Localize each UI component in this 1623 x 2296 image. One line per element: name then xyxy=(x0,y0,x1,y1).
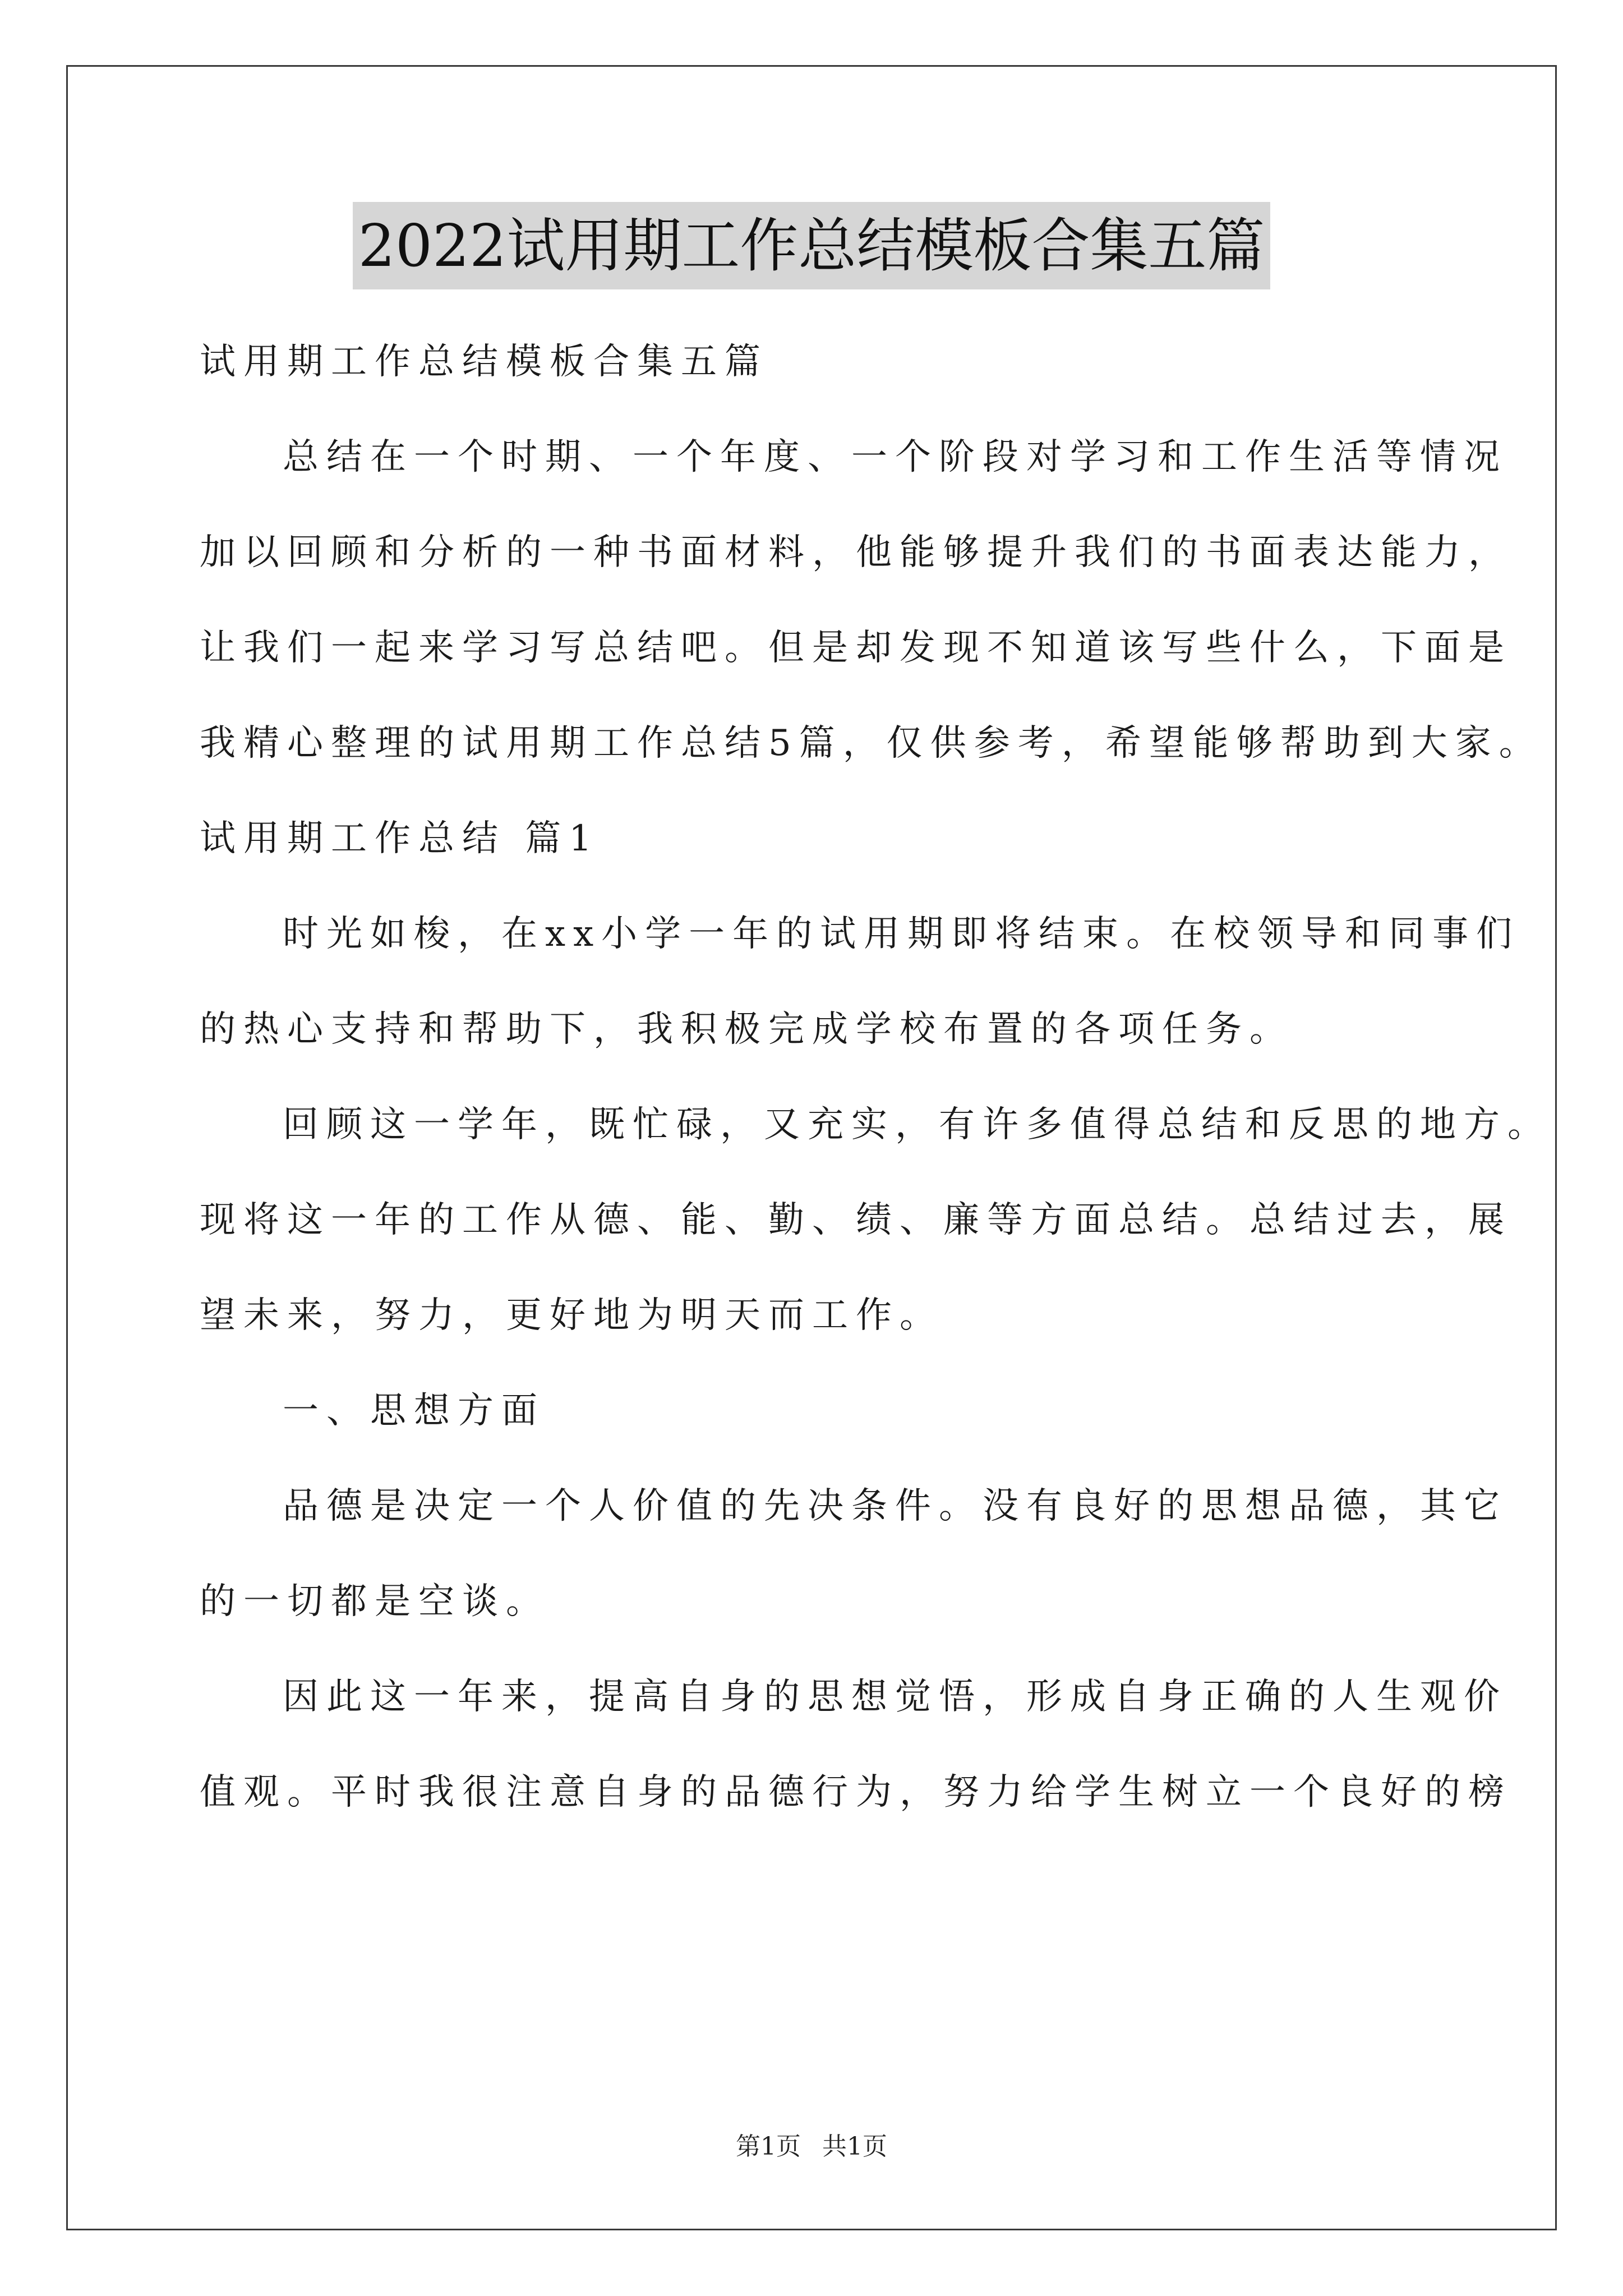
text-line: 让我们一起来学习写总结吧。但是却发现不知道该写些什么，下面是 xyxy=(200,627,1512,669)
text-line: 因此这一年来，提高自身的思想觉悟，形成自身正确的人生观价 xyxy=(283,1676,1507,1718)
page-number: 第1页 xyxy=(736,2132,801,2161)
text-line: 值观。平时我很注意自身的品德行为，努力给学生树立一个良好的榜 xyxy=(200,1772,1512,1813)
text-line: 回顾这一学年，既忙碌，又充实，有许多值得总结和反思的地方。 xyxy=(283,1104,1551,1145)
document-body xyxy=(200,314,1551,1840)
text-line: 试用期工作总结 篇1 xyxy=(200,818,600,859)
text-line: 的一切都是空谈。 xyxy=(200,1581,550,1622)
document-title: 2022试用期工作总结模板合集五篇 xyxy=(353,202,1271,289)
text-line: 的热心支持和帮助下，我积极完成学校布置的各项任务。 xyxy=(200,1009,1293,1050)
page-footer xyxy=(0,2126,1623,2162)
text-line: 总结在一个时期、一个年度、一个阶段对学习和工作生活等情况 xyxy=(283,436,1507,478)
text-line: 现将这一年的工作从德、能、勤、绩、廉等方面总结。总结过去，展 xyxy=(200,1199,1512,1241)
text-line: 加以回顾和分析的一种书面材料，他能够提升我们的书面表达能力， xyxy=(200,532,1512,573)
text-line: 望未来，努力，更好地为明天而工作。 xyxy=(200,1295,943,1336)
text-line: 我精心整理的试用期工作总结5篇，仅供参考，希望能够帮助到大家。 xyxy=(200,723,1543,764)
text-line: 一、思想方面 xyxy=(283,1390,545,1432)
text-line: 品德是决定一个人价值的先决条件。没有良好的思想品德，其它 xyxy=(283,1485,1507,1527)
page-total: 共1页 xyxy=(822,2132,887,2161)
text-line: 试用期工作总结模板合集五篇 xyxy=(200,341,768,383)
text-line: 时光如梭，在xx小学一年的试用期即将结束。在校领导和同事们 xyxy=(283,913,1520,955)
title-container xyxy=(0,202,1623,289)
